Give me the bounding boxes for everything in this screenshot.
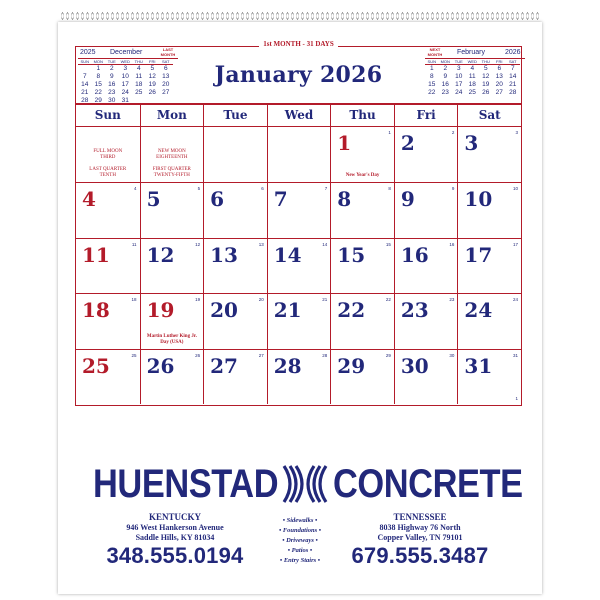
mini-day: 28	[509, 89, 517, 96]
service-item: • Sidewalks •	[282, 517, 318, 524]
day-number: 27	[210, 353, 238, 378]
location-phone: 679.555.3487	[351, 543, 489, 568]
location-city: Copper Valley, TN 79101	[377, 533, 463, 542]
day-number: 17	[464, 242, 493, 267]
day-cell	[457, 182, 521, 237]
mini-day: 11	[468, 73, 476, 80]
day-cell	[76, 349, 140, 404]
mini-day: 23	[108, 89, 116, 96]
day-cell	[76, 238, 140, 293]
location-state: KENTUCKY	[148, 512, 201, 522]
day-of-year: 13	[258, 241, 264, 247]
mini-day: 21	[509, 81, 517, 88]
moon-phase-note: TENTH	[99, 173, 116, 178]
mini-day: 23	[441, 89, 449, 96]
mini-day: 7	[82, 73, 87, 80]
moon-phase-note: NEW MOON	[157, 149, 186, 154]
day-number: 13	[210, 242, 238, 267]
day-number: 25	[82, 353, 110, 378]
day-cell	[203, 293, 267, 348]
mini-weekday: MON	[92, 59, 106, 65]
day-number: 8	[337, 187, 352, 212]
day-of-year: 23	[449, 297, 455, 303]
mini-weekday: TUE	[105, 59, 119, 65]
mini-day: 6	[497, 65, 502, 72]
day-cell	[140, 293, 204, 348]
mini-day: 15	[428, 81, 436, 88]
mini-calendar-next	[425, 48, 525, 97]
day-cell	[267, 293, 331, 348]
day-number: 19	[146, 298, 175, 323]
mini-day: 16	[441, 81, 449, 88]
moon-phase-note: THIRD	[100, 155, 116, 160]
day-of-year: 7	[324, 186, 328, 192]
day-of-year: 20	[258, 297, 264, 303]
calendar-header	[75, 40, 522, 104]
day-cell	[457, 127, 521, 182]
day-number: 5	[146, 187, 161, 212]
day-cell	[203, 238, 267, 293]
day-of-year: 31	[512, 352, 518, 358]
mini-day: 18	[135, 81, 143, 88]
services-list	[265, 516, 335, 566]
month-grid	[75, 104, 522, 406]
moon-phase-note: EIGHTEENTH	[156, 155, 188, 160]
day-cell	[267, 349, 331, 404]
day-cell	[140, 349, 204, 404]
day-number: 11	[82, 242, 110, 267]
location-street: 8038 Highway 76 North	[379, 523, 461, 532]
month-note	[75, 40, 522, 48]
day-number: 16	[400, 242, 429, 267]
mini-day: 26	[148, 89, 156, 96]
mini-weekday: THU	[479, 59, 493, 65]
mini-year: 2025	[80, 49, 96, 56]
mini-day: 10	[121, 73, 129, 80]
mini-day: 27	[162, 89, 170, 96]
day-number: 31	[464, 353, 493, 378]
mini-weekday: SUN	[78, 59, 92, 65]
mini-calendar-previous	[78, 48, 178, 105]
mini-day: 13	[162, 73, 170, 80]
day-of-year: 22	[385, 297, 391, 303]
mini-day: 1	[429, 65, 434, 72]
day-of-year: 3	[515, 130, 518, 135]
day-of-year: 30	[449, 352, 455, 358]
day-of-year: 21	[322, 297, 328, 303]
day-number: 22	[337, 298, 366, 323]
mini-day: 18	[468, 81, 476, 88]
day-of-year: 9	[451, 186, 455, 192]
mini-day: 2	[109, 65, 114, 72]
mini-year: 2026	[505, 49, 521, 56]
day-cell	[330, 349, 394, 404]
weekday-tue: Tue	[203, 105, 267, 126]
mini-day: 12	[482, 73, 490, 80]
page-number: 1	[515, 396, 518, 401]
day-of-year: 14	[322, 241, 328, 247]
day-cell	[330, 127, 394, 182]
day-number: 23	[400, 298, 429, 323]
day-number: 14	[273, 242, 302, 267]
day-number: 2	[400, 131, 415, 155]
mini-weekday: SAT	[506, 59, 520, 65]
mini-weekday: WED	[466, 59, 480, 65]
day-of-year: 26	[195, 352, 201, 358]
day-cell	[76, 127, 140, 182]
day-cell	[267, 127, 331, 182]
day-cell	[267, 238, 331, 293]
mini-day	[78, 65, 92, 73]
moon-phase-note: FULL MOON	[93, 149, 123, 154]
moon-phase-note: TWENTY-FIFTH	[153, 173, 190, 178]
mini-day: 8	[96, 73, 101, 80]
location-kentucky	[100, 512, 250, 568]
day-cell	[394, 238, 458, 293]
day-of-year: 24	[512, 297, 518, 303]
company-name-left: HUENSTAD	[93, 462, 279, 506]
mini-day: 17	[455, 81, 463, 88]
mini-day: 3	[123, 65, 128, 72]
day-cell	[140, 127, 204, 182]
mini-day: 17	[121, 81, 129, 88]
moon-phase-note: FIRST QUARTER	[152, 167, 191, 172]
mini-day: 14	[509, 73, 517, 80]
location-tennessee	[345, 512, 495, 568]
service-item: • Foundations •	[278, 527, 322, 534]
mini-day: 29	[94, 97, 102, 104]
mini-day: 8	[429, 73, 434, 80]
day-number: 9	[400, 187, 415, 212]
weekday-mon: Mon	[140, 105, 204, 126]
day-number: 4	[82, 187, 96, 212]
day-cell	[394, 127, 458, 182]
day-number: 20	[210, 298, 238, 323]
mini-day: 3	[456, 65, 461, 72]
day-of-year: 2	[451, 130, 455, 135]
day-of-year: 27	[258, 352, 264, 358]
day-of-year: 25	[131, 352, 137, 358]
mini-day: 5	[150, 65, 155, 72]
location-city: Saddle Hills, KY 81034	[135, 533, 215, 542]
mini-day: 24	[121, 89, 129, 96]
mini-day: 27	[495, 89, 503, 96]
day-number: 30	[400, 353, 429, 378]
month-note-text: 1st MONTH - 31 DAYS	[259, 40, 338, 48]
mini-day: 20	[162, 81, 170, 88]
mini-month: February	[457, 49, 486, 56]
month-title: January 2026	[214, 62, 383, 88]
mini-day: 31	[121, 97, 129, 104]
day-number: 29	[337, 353, 366, 378]
day-of-year: 1	[388, 130, 391, 135]
day-cell	[140, 182, 204, 237]
mini-weekday: SUN	[425, 59, 439, 65]
day-cell	[140, 238, 204, 293]
day-cell	[457, 349, 521, 404]
moon-phase-note: LAST QUARTER	[89, 167, 127, 172]
mini-day: 9	[109, 73, 114, 80]
service-item: • Patios •	[287, 547, 313, 554]
mini-day: 15	[94, 81, 102, 88]
mini-grid	[78, 58, 178, 105]
mini-day: 7	[510, 65, 515, 72]
mini-day: 19	[148, 81, 156, 88]
mini-weekday: SAT	[159, 59, 173, 65]
service-item: • Driveways •	[282, 537, 318, 544]
day-number: 3	[464, 131, 479, 155]
mini-day: 5	[483, 65, 488, 72]
day-number: 18	[82, 298, 110, 323]
day-cell	[203, 182, 267, 237]
mini-day: 28	[81, 97, 89, 104]
day-cell	[330, 238, 394, 293]
mini-day: 1	[96, 65, 101, 72]
mini-grid	[425, 58, 525, 97]
company-logo	[280, 464, 330, 504]
weekday-thu: Thu	[330, 105, 394, 126]
day-cell	[76, 182, 140, 237]
mini-day: 22	[428, 89, 436, 96]
day-of-year: 12	[195, 241, 201, 247]
mini-day: 25	[135, 89, 143, 96]
day-of-year: 4	[134, 186, 137, 192]
mini-day: 20	[495, 81, 503, 88]
day-of-year: 8	[388, 186, 391, 192]
weekday-header-row	[76, 105, 521, 127]
mini-day: 6	[163, 65, 168, 72]
day-cell	[203, 127, 267, 182]
advertisement	[75, 440, 522, 590]
day-cell	[394, 293, 458, 348]
weekday-fri: Fri	[394, 105, 458, 126]
day-of-year: 6	[261, 186, 264, 192]
day-of-year: 11	[131, 241, 137, 247]
day-cell	[330, 293, 394, 348]
location-phone: 348.555.0194	[106, 543, 244, 568]
day-cell	[76, 293, 140, 348]
mini-day: 26	[482, 89, 490, 96]
day-number: 10	[464, 187, 493, 212]
mini-day: 4	[136, 65, 141, 72]
day-of-year: 10	[512, 186, 518, 192]
mini-day: 30	[108, 97, 116, 104]
day-number: 12	[146, 242, 175, 267]
day-of-year: 29	[385, 352, 391, 358]
day-cell	[457, 238, 521, 293]
day-of-year: 17	[512, 241, 518, 247]
holiday-label: New Year's Day	[345, 173, 380, 179]
weekday-sat: Sat	[457, 105, 521, 126]
mini-weekday: THU	[132, 59, 146, 65]
mini-tag: LAST MONTH	[160, 47, 176, 57]
spiral-binding	[60, 6, 540, 26]
weekday-wed: Wed	[267, 105, 331, 126]
day-number: 28	[273, 353, 302, 378]
service-item: • Entry Stairs •	[279, 557, 321, 564]
day-number: 6	[210, 187, 225, 212]
location-street: 946 West Hankerson Avenue	[126, 523, 224, 532]
mini-calendar-head	[425, 48, 525, 58]
mini-tag: NEXT MONTH	[427, 47, 443, 57]
mini-day: 11	[135, 73, 143, 80]
mini-day: 10	[455, 73, 463, 80]
mini-day: 16	[108, 81, 116, 88]
day-number: 26	[146, 353, 175, 378]
day-cell	[330, 182, 394, 237]
mini-weekday: MON	[439, 59, 453, 65]
mini-weekday: FRI	[493, 59, 507, 65]
mini-day: 13	[495, 73, 503, 80]
day-of-year: 28	[322, 352, 328, 358]
day-of-year: 19	[195, 297, 201, 303]
mini-day: 21	[81, 89, 89, 96]
mini-day: 12	[148, 73, 156, 80]
day-cell	[394, 349, 458, 404]
mini-day: 14	[81, 81, 89, 88]
mini-calendar-head	[78, 48, 178, 58]
mini-weekday: FRI	[146, 59, 160, 65]
mini-day: 24	[455, 89, 463, 96]
day-of-year: 18	[131, 297, 137, 303]
weekday-sun: Sun	[94, 108, 121, 122]
day-number: 7	[273, 187, 288, 212]
day-number: 21	[273, 298, 302, 323]
day-of-year: 15	[385, 241, 391, 247]
day-number: 24	[464, 298, 493, 323]
day-cell	[203, 349, 267, 404]
day-of-year: 5	[197, 186, 201, 192]
day-number: 1	[337, 131, 352, 155]
holiday-label: Martin Luther King Jr. Day (USA)	[146, 333, 197, 345]
mini-day: 22	[94, 89, 102, 96]
mini-weekday: TUE	[452, 59, 466, 65]
mini-day: 4	[470, 65, 475, 72]
day-cell	[394, 182, 458, 237]
mini-day: 9	[443, 73, 448, 80]
weeks	[76, 127, 521, 404]
location-state: TENNESSEE	[393, 512, 447, 522]
day-number: 15	[337, 242, 366, 267]
mini-day: 2	[443, 65, 448, 72]
day-cell	[267, 182, 331, 237]
mini-day: 25	[468, 89, 476, 96]
day-cell	[457, 293, 521, 348]
mini-day: 19	[482, 81, 490, 88]
company-name-right: CONCRETE	[333, 462, 523, 506]
mini-weekday: WED	[119, 59, 133, 65]
company-name	[75, 462, 522, 504]
mini-month: December	[110, 49, 143, 56]
day-of-year: 16	[449, 241, 455, 247]
